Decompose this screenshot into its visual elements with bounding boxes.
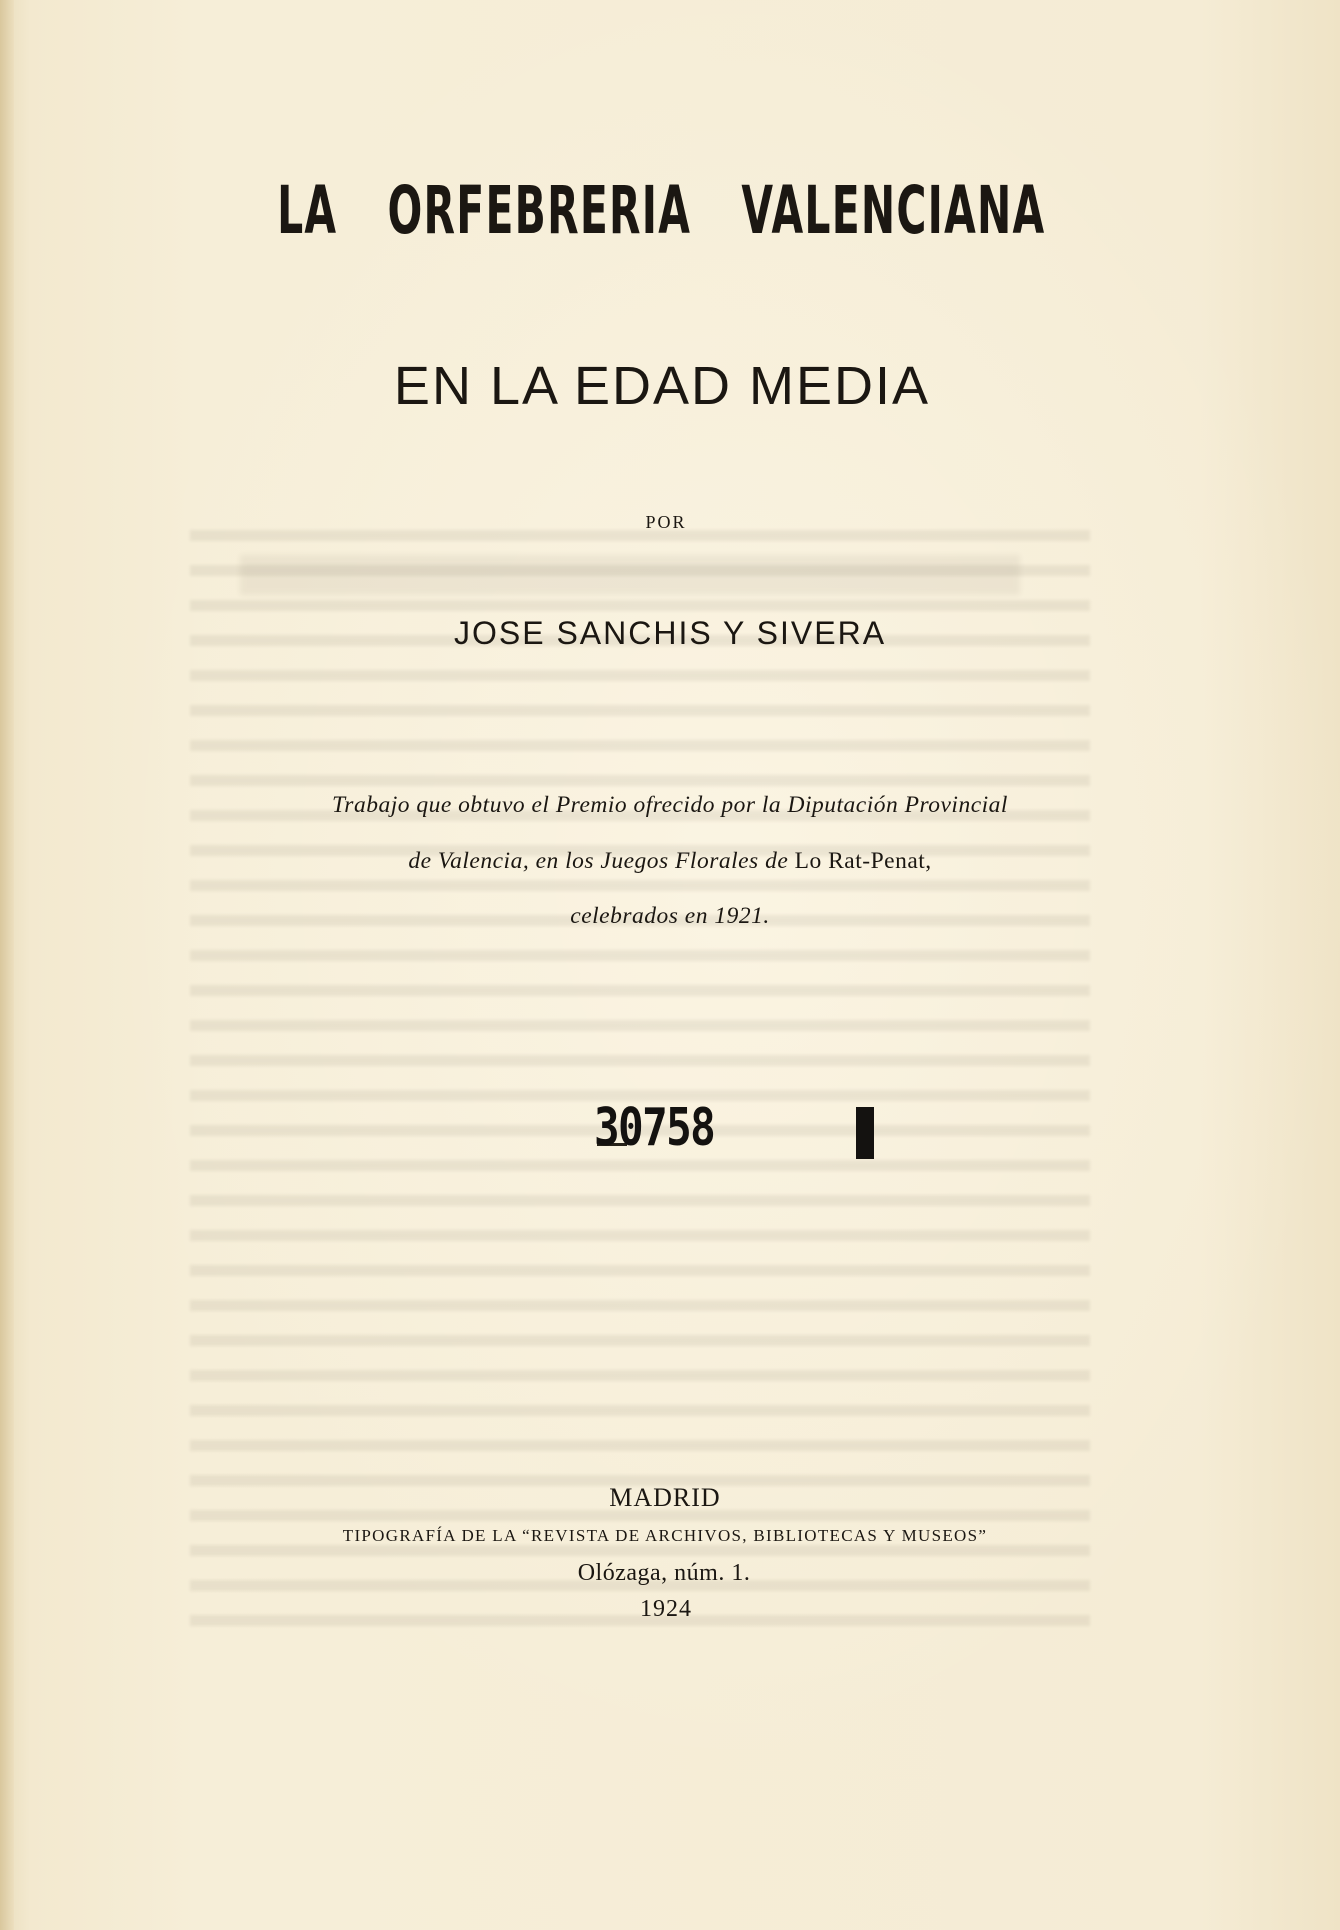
award-note-text: de Valencia, en los Juegos Florales de [408,848,789,874]
book-title [246,172,1077,249]
society-name: Lo Rat-Penat, [794,848,932,874]
book-subtitle: EN LA EDAD MEDIA [393,356,931,416]
stamp-block-mark [856,1107,874,1159]
inventory-stamp: 30758 [594,1098,715,1158]
by-line: POR [645,512,687,532]
title-word: VALENCIANA [741,172,1046,249]
author-name: JOSE SANCHIS Y SIVERA [453,615,887,651]
show-through-heading [240,555,1020,595]
title-word: ORFEBRERIA [387,172,692,249]
printer-address: Olózaga, núm. 1. [577,1560,751,1586]
show-through-text [190,530,1090,1650]
paper-edge [0,0,14,1930]
publication-year: 1924 [640,1596,692,1622]
award-note-line: celebrados en 1921. [570,903,770,929]
award-note-line: Trabajo que obtuvo el Premio ofrecido por la Diputación Provincial [332,792,1008,818]
printer-line: TIPOGRAFÍA DE LA “REVISTA DE ARCHIVOS, BIBLIOTECAS Y MUSEOS” [342,1526,988,1545]
title-word: LA [277,172,338,249]
award-note-line [0,848,1340,875]
publication-place: MADRID [609,1483,721,1512]
